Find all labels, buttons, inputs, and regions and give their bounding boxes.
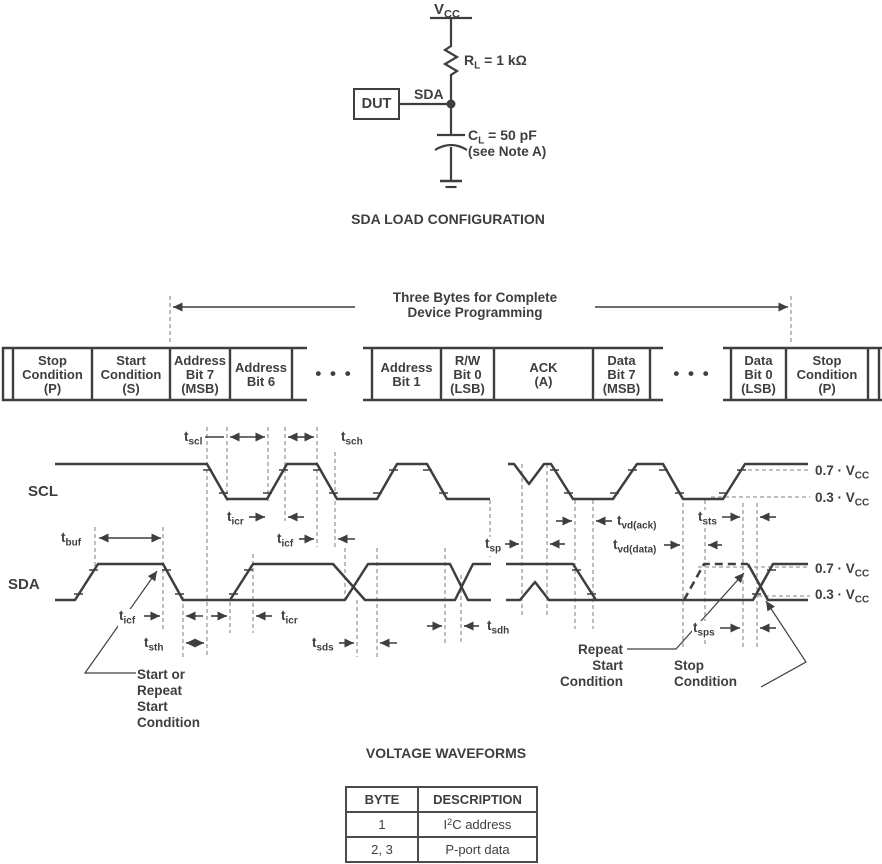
ann-line: Condition <box>137 715 200 730</box>
sda-node-dot <box>447 100 456 109</box>
t-sub: sch <box>345 436 363 448</box>
byte-cell-stop-p2 <box>786 348 868 401</box>
timing-label-ticr-scl <box>226 510 245 528</box>
byte-cell-addr7 <box>170 348 230 401</box>
timing-label-ticr-sda <box>280 609 299 627</box>
level-label-scl-03 <box>814 491 870 509</box>
t-sub: vd(ack) <box>621 520 657 532</box>
t-sub: sp <box>489 543 502 555</box>
level-sub: CC <box>854 594 870 606</box>
three-bytes-label <box>355 290 595 320</box>
timing-label-tsts <box>697 510 718 528</box>
start-or-repeat-annotation <box>137 667 200 731</box>
ann-line: Condition <box>674 674 737 689</box>
byte-cell-data0 <box>731 348 786 401</box>
t-sub: icr <box>285 615 298 627</box>
byte-cell-data7 <box>593 348 650 401</box>
repeat-start-dashed-edge <box>684 564 748 600</box>
rl-sub: L <box>474 60 481 72</box>
byte-cell-rw0 <box>441 348 494 401</box>
timing-label-tsp <box>484 537 502 555</box>
byte-description-table <box>345 786 538 863</box>
three-bytes-line2: Device Programming <box>407 305 543 320</box>
timing-label-tsch <box>340 430 364 448</box>
t-sub: sdh <box>491 625 510 637</box>
byte-cell-addr1 <box>372 348 441 401</box>
cl-value: = 50 pF <box>484 127 537 143</box>
byte-value: 1 <box>346 812 418 837</box>
rl-value: = 1 kΩ <box>480 52 527 68</box>
vcc-sub: CC <box>444 8 460 21</box>
load-circuit-graphics <box>400 18 475 187</box>
cell-line: (LSB) <box>450 380 485 396</box>
ann-line: Start <box>592 658 623 673</box>
cl-sub: L <box>478 135 485 147</box>
timing-label-tsds <box>311 636 335 654</box>
col-header-description: DESCRIPTION <box>418 787 537 812</box>
capacitor-note: (see Note A) <box>468 144 547 159</box>
cell-line: Start <box>116 352 146 368</box>
cell-line: Bit 7 <box>607 366 636 382</box>
t-base: t <box>277 531 282 546</box>
desc-sup: 2 <box>447 817 453 827</box>
level-base: V <box>845 463 855 478</box>
dut-box <box>353 88 400 120</box>
sda-node-label: SDA <box>414 86 444 102</box>
dut-label: DUT <box>361 96 392 112</box>
t-base: t <box>227 509 232 524</box>
timing-label-tvddata <box>612 538 657 556</box>
t-base: t <box>144 635 149 650</box>
timing-label-tsth <box>143 636 165 654</box>
level-sub: CC <box>854 568 870 580</box>
byte-cell-ack <box>494 348 593 401</box>
pullup-resistor-label <box>464 52 527 72</box>
level-label-sda-07 <box>814 562 870 580</box>
timing-label-ticf-scl <box>276 532 294 550</box>
ellipsis-dots: • • • <box>315 364 353 383</box>
level-prefix: 0.7 · <box>815 463 846 478</box>
desc-pre: I <box>443 817 448 832</box>
t-sub: icf <box>281 538 294 550</box>
t-base: t <box>698 509 703 524</box>
vcc-label <box>434 1 460 21</box>
level-sub: CC <box>854 497 870 509</box>
cell-line: Stop <box>812 352 842 368</box>
cell-line: Address <box>234 359 288 375</box>
voltage-waveforms-caption: VOLTAGE WAVEFORMS <box>365 745 527 761</box>
cell-line: Address <box>380 359 433 375</box>
cell-line: Condition <box>100 366 162 382</box>
ann-line: Start or <box>137 667 186 682</box>
table-header-row <box>346 787 537 812</box>
cell-line: Stop <box>38 352 67 368</box>
ann-line: Condition <box>560 674 623 689</box>
level-prefix: 0.7 · <box>815 561 846 576</box>
table-row <box>346 812 537 837</box>
t-sub: icf <box>123 615 136 627</box>
cell-line: Bit 0 <box>744 366 773 382</box>
cell-line: (MSB) <box>602 380 641 396</box>
t-sub: buf <box>65 537 82 549</box>
timing-label-tbuf <box>60 531 82 549</box>
t-base: t <box>341 429 346 444</box>
ann-line: Start <box>137 699 168 714</box>
cell-line: Bit 0 <box>453 366 482 382</box>
t-sub: scl <box>188 436 203 448</box>
ellipsis-dots: • • • <box>673 364 711 383</box>
t-sub: icr <box>231 516 244 528</box>
timing-label-tvdack <box>616 514 658 532</box>
cell-line: ACK <box>529 359 558 375</box>
cell-line: Data <box>744 352 773 368</box>
vcc-base: V <box>434 1 445 18</box>
cell-line: Bit 1 <box>392 373 421 389</box>
timing-label-ticf-sda <box>118 609 136 627</box>
load-config-caption: SDA LOAD CONFIGURATION <box>351 211 545 227</box>
t-base: t <box>61 530 66 545</box>
ann-line: Repeat <box>577 642 623 657</box>
t-base: t <box>487 618 492 633</box>
cell-line: Bit 6 <box>246 373 276 389</box>
resistor-symbol <box>445 42 457 77</box>
cell-line: (A) <box>534 373 553 389</box>
t-base: t <box>693 620 698 635</box>
three-bytes-line1: Three Bytes for Complete <box>392 290 558 305</box>
byte-cell-addr6 <box>230 348 292 401</box>
t-base: t <box>613 537 618 552</box>
cell-line: Bit 7 <box>185 366 215 382</box>
cell-line: (LSB) <box>741 380 776 396</box>
repeat-start-annotation <box>553 642 623 690</box>
byte-cell-stop-p1 <box>13 348 92 401</box>
byte-value: 2, 3 <box>346 837 418 862</box>
level-prefix: 0.3 · <box>815 587 846 602</box>
timing-label-tscl <box>183 430 203 448</box>
level-label-sda-03 <box>814 588 870 606</box>
cell-line: Data <box>607 352 636 368</box>
sda-rail-label: SDA <box>8 576 40 593</box>
byte-cell-start-s <box>92 348 170 401</box>
level-base: V <box>845 587 855 602</box>
scl-rail-label: SCL <box>28 483 58 500</box>
stop-condition-annotation <box>674 658 737 690</box>
cl-base: C <box>468 127 479 143</box>
t-sub: sps <box>697 627 715 639</box>
t-base: t <box>617 513 622 528</box>
level-base: V <box>845 490 855 505</box>
timing-label-tsps <box>692 621 716 639</box>
t-sub: sts <box>702 516 717 528</box>
cell-line: (S) <box>122 380 140 396</box>
timing-label-tsdh <box>486 619 510 637</box>
t-sub: vd(data) <box>617 544 657 556</box>
cell-line: (MSB) <box>181 380 219 396</box>
t-sub: sth <box>148 642 164 654</box>
timing-dimension-arrows <box>99 437 776 643</box>
level-prefix: 0.3 · <box>815 490 846 505</box>
cell-line: R/W <box>454 352 481 368</box>
cell-line: Address <box>173 352 227 368</box>
cell-line: (P) <box>818 380 836 396</box>
t-base: t <box>184 429 189 444</box>
cell-line: Condition <box>796 366 858 382</box>
desc-post: C address <box>452 817 512 832</box>
level-base: V <box>845 561 855 576</box>
rl-base: R <box>464 52 475 68</box>
t-base: t <box>281 608 286 623</box>
t-base: t <box>485 536 490 551</box>
t-base: t <box>119 608 124 623</box>
cell-line: (P) <box>43 380 62 396</box>
description-value <box>418 812 537 837</box>
ann-line: Repeat <box>137 683 183 698</box>
level-sub: CC <box>854 470 870 482</box>
t-base: t <box>312 635 317 650</box>
t-sub: sds <box>316 642 334 654</box>
table-row <box>346 837 537 862</box>
level-label-scl-07 <box>814 464 870 482</box>
description-value: P-port data <box>418 837 537 862</box>
col-header-byte: BYTE <box>346 787 418 812</box>
ann-line: Stop <box>674 658 704 673</box>
cell-line: Condition <box>22 366 83 382</box>
threshold-ticks <box>74 470 776 594</box>
